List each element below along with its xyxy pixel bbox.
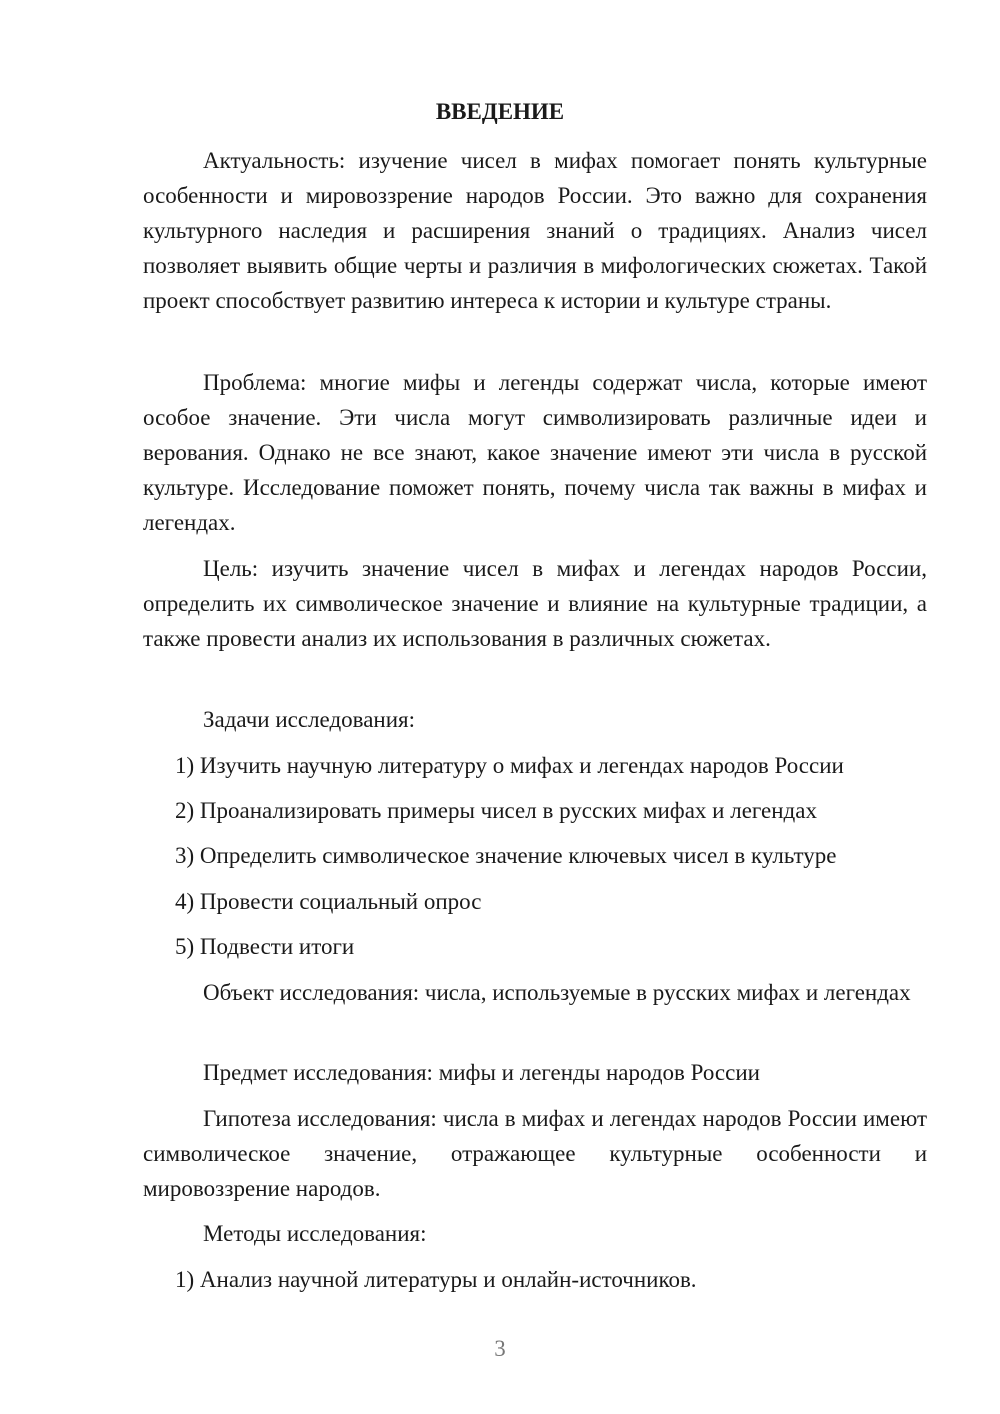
task-item: 4) Провести социальный опрос <box>175 889 482 914</box>
tasks-heading: Задачи исследования: <box>203 707 416 732</box>
goal-paragraph: Цель: изучить значение чисел в мифах и легендах народов России, определить их символическое значение и влияние на культурные традиции, а также провести анализ их использования в различных сюжетах. <box>143 556 927 651</box>
problem-paragraph: Проблема: многие мифы и легенды содержат числа, которые имеют особое значение. Эти числа могут символизировать различные идеи и верования. Однако не все знают, какое значение имеют эти числа в русской культуре. Исследование поможет понять, почему числа так важны в мифах и легендах. <box>143 370 927 535</box>
hypothesis-paragraph: Гипотеза исследования: числа в мифах и легендах народов России имеют символическое значение, отражающее культурные особенности и мировоззрение народов. <box>143 1106 927 1201</box>
subject-paragraph: Предмет исследования: мифы и легенды народов России <box>203 1060 760 1085</box>
section-title: ВВЕДЕНИЕ <box>435 99 565 124</box>
relevance-paragraph: Актуальность: изучение чисел в мифах помогает понять культурные особенности и мировоззрение народов России. Это важно для сохранения культурного наследия и расширения знаний о традициях. Анализ чисел позволяет выявить общие черты и различия в мифологических сюжетах. Такой проект способствует развитию интереса к истории и культуре страны. <box>143 148 927 313</box>
task-item: 2) Проанализировать примеры чисел в русских мифах и легендах <box>175 798 817 823</box>
task-item: 1) Изучить научную литературу о мифах и легендах народов России <box>175 753 844 778</box>
method-item: 1) Анализ научной литературы и онлайн-источников. <box>175 1267 697 1292</box>
task-item: 3) Определить символическое значение ключевых чисел в культуре <box>175 843 837 868</box>
task-item: 5) Подвести итоги <box>175 934 355 959</box>
page-number: 3 <box>494 1336 506 1361</box>
methods-heading: Методы исследования: <box>203 1221 427 1246</box>
object-paragraph: Объект исследования: числа, используемые в русских мифах и легендах <box>203 980 911 1005</box>
